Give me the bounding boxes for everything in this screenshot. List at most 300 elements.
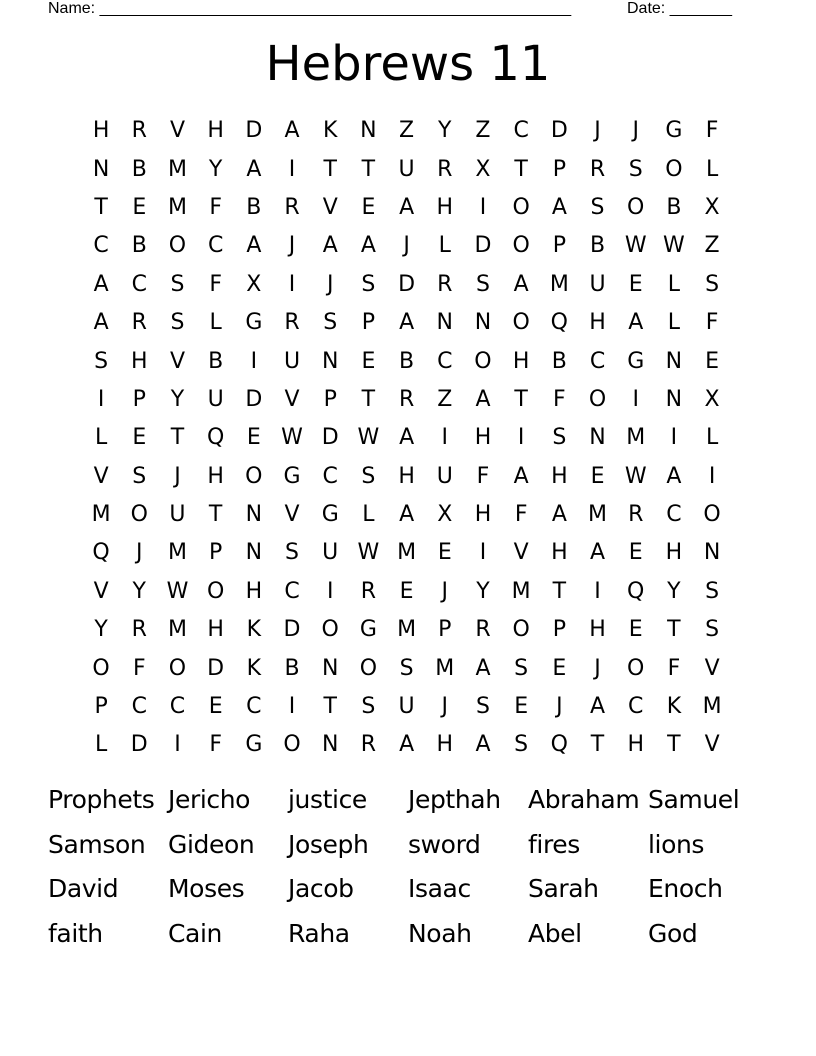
grid-letter[interactable]: P (209, 540, 223, 566)
grid-letter[interactable]: A (551, 502, 567, 528)
name-field[interactable]: Name: _____________________________________________________ (48, 0, 572, 17)
grid-letter[interactable]: E (132, 425, 147, 451)
grid-letter[interactable]: T (208, 502, 223, 528)
grid-letter[interactable]: D (321, 425, 339, 451)
grid-letter[interactable]: T (94, 194, 108, 220)
grid-letter[interactable]: Y (667, 578, 681, 604)
grid-letter[interactable]: N (321, 732, 339, 758)
grid-letter[interactable]: K (323, 118, 338, 144)
grid-letter[interactable]: H (92, 118, 110, 144)
grid-letter[interactable]: V (284, 386, 300, 412)
grid-letter[interactable]: X (437, 502, 453, 528)
grid-letter[interactable]: H (512, 348, 530, 374)
grid-letter[interactable]: H (207, 617, 224, 643)
grid-letter[interactable]: N (474, 310, 492, 336)
grid-letter[interactable]: J (403, 233, 410, 259)
grid-letter[interactable]: Z (437, 386, 453, 412)
grid-letter[interactable]: M (397, 617, 417, 643)
grid-letter[interactable]: H (665, 540, 683, 566)
grid-letter[interactable]: T (514, 386, 528, 412)
grid-letter[interactable]: C (131, 271, 147, 297)
grid-letter[interactable]: S (475, 271, 490, 297)
grid-letter[interactable]: S (285, 540, 300, 566)
grid-letter[interactable]: A (475, 732, 491, 758)
grid-letter[interactable]: B (246, 194, 262, 220)
grid-letter[interactable]: O (130, 502, 148, 528)
grid-letter[interactable]: N (436, 310, 454, 336)
grid-letter[interactable]: N (703, 540, 721, 566)
grid-letter[interactable]: I (250, 348, 258, 374)
grid-letter[interactable]: T (590, 732, 605, 758)
grid-letter[interactable]: G (627, 348, 645, 374)
grid-letter[interactable]: T (667, 617, 681, 643)
grid-letter[interactable]: I (288, 694, 296, 720)
grid-letter[interactable]: N (665, 386, 683, 412)
grid-letter[interactable]: O (512, 233, 530, 259)
grid-letter[interactable]: J (441, 694, 449, 720)
grid-letter[interactable]: I (326, 578, 334, 604)
grid-row (82, 227, 732, 265)
grid-letter[interactable]: H (245, 578, 263, 604)
grid-letter[interactable]: S (361, 694, 376, 720)
grid-letter[interactable]: F (667, 655, 681, 681)
grid-letter[interactable]: T (323, 156, 337, 182)
grid-letter[interactable]: H (551, 463, 568, 489)
grid-letter[interactable]: H (436, 732, 454, 758)
grid-letter[interactable]: N (589, 425, 606, 451)
grid-letter[interactable]: J (288, 233, 296, 259)
grid-letter[interactable]: O (512, 194, 530, 220)
grid-letter[interactable]: Y (476, 578, 490, 604)
grid-letter[interactable]: A (322, 233, 338, 259)
grid-letter[interactable]: A (93, 310, 109, 336)
grid-letter[interactable]: P (132, 386, 146, 412)
grid-letter[interactable]: A (628, 310, 644, 336)
grid-letter[interactable]: O (512, 617, 530, 643)
grid-letter[interactable]: A (399, 310, 415, 336)
grid-letter[interactable]: A (399, 732, 415, 758)
grid-letter[interactable]: B (399, 348, 415, 374)
grid-letter[interactable]: A (360, 233, 376, 259)
grid-letter[interactable]: V (93, 578, 109, 604)
grid-letter[interactable]: Z (399, 118, 415, 144)
grid-letter[interactable]: C (666, 502, 682, 528)
grid-letter[interactable]: U (322, 540, 339, 566)
grid-letter[interactable]: F (514, 502, 528, 528)
grid-letter[interactable]: S (590, 194, 605, 220)
grid-letter[interactable]: P (552, 617, 566, 643)
grid-letter[interactable]: N (665, 348, 683, 374)
grid-letter[interactable]: S (399, 655, 414, 681)
grid-letter[interactable]: S (705, 271, 720, 297)
grid-letter[interactable]: R (437, 271, 453, 297)
grid-letter[interactable]: S (552, 425, 567, 451)
grid-letter[interactable]: F (209, 194, 222, 220)
grid-letter[interactable]: A (590, 694, 606, 720)
grid-letter[interactable]: M (588, 502, 608, 528)
grid-letter[interactable]: I (288, 271, 296, 297)
grid-letter[interactable]: E (590, 463, 605, 489)
grid-letter[interactable]: A (513, 271, 529, 297)
grid-letter[interactable]: I (594, 578, 601, 604)
grid-letter[interactable]: O (627, 194, 645, 220)
grid-letter[interactable]: O (665, 156, 683, 182)
grid-letter[interactable]: G (665, 118, 683, 144)
grid-letter[interactable]: P (438, 617, 452, 643)
grid-letter[interactable]: M (397, 540, 417, 566)
grid-letter[interactable]: N (245, 502, 263, 528)
grid-letter[interactable]: D (207, 655, 225, 681)
grid-letter[interactable]: M (435, 655, 455, 681)
grid-letter[interactable]: L (667, 310, 681, 336)
grid-letter[interactable]: F (132, 655, 146, 681)
grid-letter[interactable]: K (666, 694, 682, 720)
grid-letter[interactable]: C (513, 118, 529, 144)
grid-letter[interactable]: N (245, 540, 263, 566)
grid-letter[interactable]: A (399, 194, 415, 220)
grid-letter[interactable]: C (284, 578, 300, 604)
grid-letter[interactable]: H (131, 348, 148, 374)
grid-letter[interactable]: X (704, 194, 720, 220)
grid-letter[interactable]: N (321, 655, 339, 681)
grid-letter[interactable]: E (361, 348, 376, 374)
grid-letter[interactable]: S (705, 617, 720, 643)
grid-letter[interactable]: I (517, 425, 525, 451)
grid-letter[interactable]: Z (704, 233, 720, 259)
grid-letter[interactable]: O (245, 463, 263, 489)
grid-letter[interactable]: U (169, 502, 186, 528)
grid-letter[interactable]: E (132, 194, 147, 220)
grid-letter[interactable]: P (94, 694, 108, 720)
grid-letter[interactable]: I (479, 194, 487, 220)
grid-letter[interactable]: D (245, 386, 263, 412)
grid-letter[interactable]: L (94, 732, 108, 758)
grid-letter[interactable]: A (475, 655, 491, 681)
grid-letter[interactable]: E (705, 348, 720, 374)
grid-letter[interactable]: H (474, 502, 492, 528)
grid-letter[interactable]: F (553, 386, 566, 412)
grid-row (82, 726, 732, 764)
grid-letter[interactable]: X (246, 271, 262, 297)
grid-letter[interactable]: Q (92, 540, 110, 566)
word-bank-item: faith (48, 918, 103, 948)
grid-letter[interactable]: C (322, 463, 338, 489)
grid-letter[interactable]: K (246, 655, 262, 681)
grid-letter[interactable]: S (94, 348, 109, 374)
word-bank-item: God (648, 918, 698, 948)
grid-letter[interactable]: S (514, 655, 529, 681)
grid-letter[interactable]: W (166, 578, 189, 604)
page-title: Hebrews 11 (265, 36, 551, 92)
grid-letter[interactable]: L (209, 310, 222, 336)
grid-letter[interactable]: D (130, 732, 148, 758)
grid-letter[interactable]: R (628, 502, 644, 528)
grid-row (82, 150, 732, 188)
grid-letter[interactable]: O (321, 617, 339, 643)
grid-letter[interactable]: M (91, 502, 111, 528)
grid-letter[interactable]: D (398, 271, 416, 297)
grid-letter[interactable]: R (360, 578, 377, 604)
grid-letter[interactable]: V (169, 118, 185, 144)
grid-letter[interactable]: W (624, 463, 647, 489)
grid-letter[interactable]: H (207, 463, 224, 489)
grid-letter[interactable]: D (245, 118, 263, 144)
grid-letter[interactable]: C (628, 694, 644, 720)
grid-letter[interactable]: K (246, 617, 262, 643)
grid-letter[interactable]: R (475, 617, 491, 643)
grid-letter[interactable]: O (206, 578, 225, 604)
grid-letter[interactable]: M (511, 578, 531, 604)
grid-letter[interactable]: O (703, 502, 721, 528)
grid-letter[interactable]: O (359, 655, 378, 681)
grid-letter[interactable]: L (705, 425, 719, 451)
grid-letter[interactable]: H (589, 617, 606, 643)
grid-letter[interactable]: I (441, 425, 449, 451)
grid-letter[interactable]: S (475, 694, 490, 720)
grid-letter[interactable]: F (705, 310, 719, 336)
grid-letter[interactable]: E (628, 271, 643, 297)
grid-letter[interactable]: H (551, 540, 568, 566)
grid-letter[interactable]: E (361, 194, 376, 220)
grid-letter[interactable]: F (476, 463, 490, 489)
grid-letter[interactable]: Q (550, 310, 568, 336)
grid-letter[interactable]: B (284, 655, 300, 681)
grid-letter[interactable]: W (357, 540, 380, 566)
grid-letter[interactable]: G (245, 732, 263, 758)
grid-letter[interactable]: B (131, 156, 147, 182)
grid-letter[interactable]: J (174, 463, 181, 489)
grid-letter[interactable]: P (552, 156, 566, 182)
grid-letter[interactable]: A (399, 425, 415, 451)
grid-letter[interactable]: H (207, 118, 224, 144)
grid-letter[interactable]: F (209, 732, 222, 758)
grid-letter[interactable]: V (93, 463, 109, 489)
grid-letter[interactable]: J (632, 118, 639, 144)
grid-letter[interactable]: S (705, 578, 720, 604)
grid-letter[interactable]: N (360, 118, 377, 144)
grid-letter[interactable]: A (666, 463, 682, 489)
grid-letter[interactable]: G (283, 463, 301, 489)
grid-letter[interactable]: P (323, 386, 337, 412)
grid-letter[interactable]: R (398, 386, 415, 412)
grid-letter[interactable]: O (627, 655, 645, 681)
grid-letter[interactable]: E (437, 540, 452, 566)
grid-letter[interactable]: T (170, 425, 185, 451)
grid-letter[interactable]: W (663, 233, 685, 259)
grid-letter[interactable]: E (246, 425, 261, 451)
grid-letter[interactable]: R (131, 310, 147, 336)
date-field[interactable]: Date: _______ (627, 0, 732, 17)
grid-letter[interactable]: X (475, 156, 491, 182)
grid-letter[interactable]: A (284, 118, 300, 144)
grid-letter[interactable]: H (436, 194, 454, 220)
grid-letter[interactable]: T (323, 694, 337, 720)
grid-letter[interactable]: L (438, 233, 451, 259)
grid-letter[interactable]: E (514, 694, 529, 720)
grid-letter[interactable]: O (283, 732, 301, 758)
grid-letter[interactable]: S (361, 463, 376, 489)
grid-letter[interactable]: I (670, 425, 678, 451)
grid-letter[interactable]: J (594, 655, 601, 681)
grid-letter[interactable]: U (398, 156, 415, 182)
grid-letter[interactable]: M (626, 425, 646, 451)
grid-letter[interactable]: D (283, 617, 301, 643)
grid-letter[interactable]: S (170, 310, 185, 336)
grid-letter[interactable]: I (174, 732, 181, 758)
grid-letter[interactable]: B (131, 233, 147, 259)
grid-letter[interactable]: U (398, 694, 415, 720)
grid-letter[interactable]: J (326, 271, 334, 297)
grid-letter[interactable]: A (475, 386, 491, 412)
grid-letter[interactable]: Q (627, 578, 645, 604)
grid-letter[interactable]: A (513, 463, 529, 489)
grid-letter[interactable]: T (552, 578, 567, 604)
grid-letter[interactable]: Y (94, 617, 108, 643)
grid-letter[interactable]: I (479, 540, 487, 566)
grid-letter[interactable]: B (666, 194, 682, 220)
grid-letter[interactable]: S (514, 732, 529, 758)
grid-letter[interactable]: D (550, 118, 568, 144)
grid-letter[interactable]: P (361, 310, 376, 336)
grid-letter[interactable]: J (441, 578, 449, 604)
grid-letter[interactable]: F (705, 118, 719, 144)
grid-letter[interactable]: T (361, 156, 376, 182)
grid-letter[interactable]: M (167, 156, 187, 182)
grid-letter[interactable]: A (399, 502, 415, 528)
grid-letter[interactable]: M (167, 540, 187, 566)
grid-letter[interactable]: E (628, 617, 643, 643)
grid-letter[interactable]: E (399, 578, 414, 604)
grid-letter[interactable]: O (168, 233, 187, 259)
grid-letter[interactable]: C (437, 348, 453, 374)
grid-letter[interactable]: R (589, 156, 606, 182)
grid-letter[interactable]: O (588, 386, 607, 412)
grid-letter[interactable]: Q (550, 732, 568, 758)
grid-letter[interactable]: O (512, 310, 530, 336)
grid-row (82, 342, 732, 380)
grid-letter[interactable]: V (169, 348, 185, 374)
grid-letter[interactable]: A (93, 271, 109, 297)
grid-letter[interactable]: I (288, 156, 296, 182)
grid-letter[interactable]: U (207, 386, 224, 412)
grid-letter[interactable]: L (705, 156, 719, 182)
grid-letter[interactable]: W (357, 425, 380, 451)
grid-letter[interactable]: F (209, 271, 222, 297)
grid-letter[interactable]: R (437, 156, 453, 182)
grid-letter[interactable]: S (132, 463, 147, 489)
grid-letter[interactable]: R (284, 310, 300, 336)
grid-letter[interactable]: C (131, 694, 147, 720)
grid-letter[interactable]: O (474, 348, 492, 374)
grid-letter[interactable]: U (436, 463, 453, 489)
grid-letter[interactable]: C (169, 694, 186, 720)
grid-letter[interactable]: J (136, 540, 143, 566)
grid-letter[interactable]: R (284, 194, 300, 220)
grid-letter[interactable]: I (97, 386, 105, 412)
word-bank-row (48, 823, 768, 868)
grid-letter[interactable]: C (207, 233, 224, 259)
grid-letter[interactable]: B (551, 348, 567, 374)
grid-letter[interactable]: H (474, 425, 492, 451)
grid-letter[interactable]: H (589, 310, 606, 336)
grid-letter[interactable]: R (360, 732, 377, 758)
grid-letter[interactable]: T (361, 386, 376, 412)
grid-letter[interactable]: T (514, 156, 528, 182)
grid-letter[interactable]: D (474, 233, 492, 259)
grid-letter[interactable]: W (624, 233, 647, 259)
grid-letter[interactable]: Y (132, 578, 146, 604)
grid-letter[interactable]: L (667, 271, 681, 297)
grid-letter[interactable]: H (398, 463, 415, 489)
grid-letter[interactable]: A (551, 194, 567, 220)
grid-letter[interactable]: Q (206, 425, 225, 451)
grid-letter[interactable]: E (628, 540, 643, 566)
grid-letter[interactable]: Y (438, 118, 452, 144)
grid-letter[interactable]: V (322, 194, 338, 220)
grid-letter[interactable]: H (627, 732, 644, 758)
grid-letter[interactable]: A (246, 233, 262, 259)
grid-letter[interactable]: U (589, 271, 606, 297)
grid-letter[interactable]: J (594, 118, 601, 144)
grid-letter[interactable]: G (245, 310, 263, 336)
grid-letter[interactable]: J (556, 694, 563, 720)
grid-letter[interactable]: S (361, 271, 376, 297)
grid-letter[interactable]: O (92, 655, 110, 681)
grid-letter[interactable]: R (131, 617, 147, 643)
grid-letter[interactable]: S (628, 156, 643, 182)
grid-letter[interactable]: X (704, 386, 720, 412)
grid-letter[interactable]: O (168, 655, 187, 681)
grid-letter[interactable]: T (667, 732, 681, 758)
grid-letter[interactable]: C (246, 694, 262, 720)
grid-letter[interactable]: G (359, 617, 377, 643)
grid-letter[interactable]: M (167, 617, 187, 643)
grid-letter[interactable]: N (321, 348, 339, 374)
grid-letter[interactable]: A (246, 156, 262, 182)
grid-letter[interactable]: M (549, 271, 569, 297)
grid-letter[interactable]: P (552, 233, 566, 259)
grid-letter[interactable]: C (93, 233, 109, 259)
grid-letter[interactable]: V (513, 540, 529, 566)
grid-letter[interactable]: S (323, 310, 338, 336)
grid-letter[interactable]: I (708, 463, 716, 489)
grid-letter[interactable]: M (702, 694, 722, 720)
grid-letter[interactable]: E (208, 694, 223, 720)
grid-letter[interactable]: E (552, 655, 567, 681)
grid-letter[interactable]: S (170, 271, 185, 297)
grid-letter[interactable]: U (283, 348, 301, 374)
grid-letter[interactable]: G (321, 502, 339, 528)
grid-letter[interactable]: I (632, 386, 639, 412)
grid-letter[interactable]: L (362, 502, 375, 528)
grid-letter[interactable]: Y (170, 386, 185, 412)
grid-letter[interactable]: C (589, 348, 606, 374)
grid-letter[interactable]: R (131, 118, 147, 144)
grid-letter[interactable]: V (704, 655, 720, 681)
grid-letter[interactable]: Z (475, 118, 491, 144)
grid-letter[interactable]: V (704, 732, 720, 758)
grid-letter[interactable]: W (281, 425, 303, 451)
grid-letter[interactable]: V (284, 502, 300, 528)
grid-letter[interactable]: B (589, 233, 606, 259)
grid-letter[interactable]: N (92, 156, 110, 182)
grid-letter[interactable]: B (208, 348, 224, 374)
grid-letter[interactable]: A (590, 540, 606, 566)
grid-letter[interactable]: Y (208, 156, 223, 182)
grid-letter[interactable]: L (94, 425, 108, 451)
letter-grid (82, 112, 732, 765)
grid-letter[interactable]: M (167, 194, 187, 220)
